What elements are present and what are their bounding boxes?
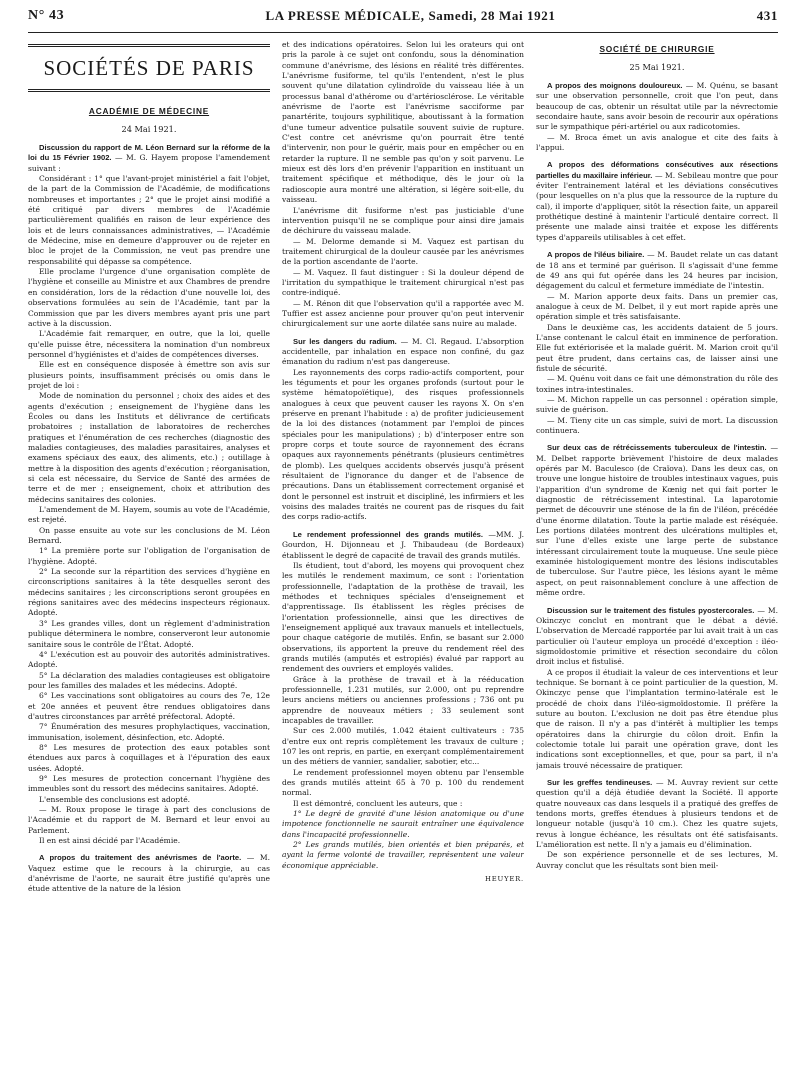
- paragraph: Dans le deuxième cas, les accidents dataient de 5 jours. L'anse contenant le calcul était en imminence de perforation. Elle fut extériorisée et la malade guérit. M. Marion croit qu'il peut être prudent, dans certains cas, de laisser ainsi une fistule de sécurité.: [536, 322, 778, 373]
- paragraph-text: — M. Quénu, se basant sur une observation personnelle, croit que l'on peut, dans beaucoup de cas, obtenir un résultat utile par la névrectomie secondaire haute, sans avoir besoin de recourir aux opérations sur le sympathique péri-artériel ou aux radicotomies.: [536, 81, 778, 132]
- paragraph: L'Académie fait remarquer, en outre, que la loi, quelle qu'elle puisse être, nécessitera la nomination d'un nombreux personnel d'hygiénistes et d'aides de compétences diverses.: [28, 329, 270, 359]
- paragraph: 5° La déclaration des maladies contagieuses est obligatoire pour les familles des malades et les médecins. Adopté.: [28, 670, 270, 690]
- paragraph: — M. Delorme demande si M. Vaquez est partisan du traitement chirurgical de la douleur causée par les anévrismes de la portion ascendante de l'aorte.: [282, 236, 524, 267]
- paragraph: L'ensemble des conclusions est adopté.: [39, 794, 191, 804]
- paragraph: A ce propos il étudiait la valeur de ces interventions et leur technique. Se bornant à ce point particulier de la question, M. Okinczyc pense que l'implantation termino-latérale est le procédé de choix dans l'iléo-sigmoïdostomie. Il préfère la suture au bouton. L'exclusion ne doit pas être étendue plus que de raison. Il n'y a pas d'intérêt à multiplier les temps opératoires dans la chirurgie du côlon droit. Enfin la colectomie totale lui parait une opération grave, dont les indications sont exceptionnelles, et que, pour sa part, il n'a jamais trouvé nécessaire de pratiquer.: [536, 667, 778, 770]
- paragraph: 8° Les mesures de protection des eaux potables sont étendues aux parcs à coquillages et à l'épuration des eaux usées. Adopté.: [28, 742, 270, 773]
- paragraph: Elle proclame l'urgence d'une organisation complète de l'hygiène et conseille au Ministre et aux Chambres de prendre en considération, lors de la rédaction d'une nouvelle loi, des observations formulées au sein de l'Académie, tant par la Commission que par les divers membres ayant pris une part active à la discussion.: [28, 267, 270, 328]
- paragraph: — M. Tieny cite un cas simple, suivi de mort. La discussion continuera.: [536, 415, 778, 435]
- paragraph: Elle est en conséquence disposée à émettre son avis sur plusieurs points, insuffisamment précisés ou omis dans le projet de loi :: [28, 360, 270, 390]
- paragraph-text: — M. Cl. Regaud. L'absorption accidentelle, par inhalation en espace non confiné, du gaz émanation du radium n'est pas dangereuse.: [282, 336, 524, 367]
- paragraph: [536, 443, 778, 598]
- paragraph: Mode de nomination du personnel ; choix des aides et des agents d'exécution ; enseignement de l'hygiène dans les Écoles ou dans les Instituts et délivrance de certificats probatoires ; installation de laboratoires de recherches pratiques et l'énumération de ces recherches (diagnostic des maladies contagieuses, des maladies parasitaires, analyses et examens spéciaux des eaux, des aliments, etc.) ; outillage à mettre à la disposition des agents d'exécution ; réorganisation, si cela est nécessaire, du Service de Santé des armées de terre et de mer ; enseignement, choix et attribution des médecins sanitaires des colonies.: [28, 391, 270, 504]
- paragraph: 3° Les grandes villes, dont un règlement d'administration publique déterminera le nombre, conserveront leur autonomie sanitaire sous le contrôle de l'État. Adopté.: [28, 618, 270, 649]
- paragraph: De son expérience personnelle et de ses lectures, M. Auvray conclut que les résultats sont bien meil-: [536, 850, 778, 870]
- paragraph-heading: A propos de l'iléus biliaire.: [547, 250, 645, 260]
- paragraph: On passe ensuite au vote sur les conclusions de M. Léon Bernard.: [28, 525, 270, 546]
- paragraph: 2° La seconde sur la répartition des services d'hygiène en circonscriptions sanitaires à la tête desquelles seront des médecins sanitaires ; les circonscriptions seront groupées en régions sanitaires avec des médecins inspecteurs régionaux. Adopté.: [28, 567, 270, 618]
- paragraph: 1° Le degré de gravité d'une lésion anatomique ou d'une impotence fonctionnelle ne saurait entraîner une équivalence dans l'incapacité professionnelle.: [282, 809, 524, 839]
- page-header: [28, 0, 778, 33]
- paragraph: — M. Vaquez. Il faut distinguer : Si la douleur dépend de l'irritation du sympathique le traitement chirurgical n'est pas contre-indiqué.: [282, 267, 524, 298]
- paragraph: — M. Marion apporte deux faits. Dans un premier cas, analogue à ceux de M. Delbet, il y eut mort rapide après une opération simple et très satisfaisante.: [536, 291, 778, 322]
- paragraph: [282, 530, 524, 561]
- paragraph: Ils étudient, tout d'abord, les moyens qui provoquent chez les mutilés le rendement maximum, ce sont : l'orientation professionnelle, l'adaptation de la prothèse de travail, les méthodes et techniques spéciales d'enseignement et d'apprentissage. Ils établissent les règles précises de l'orientation professionnelle, ainsi que les directives de l'enseignement appliqué aux travaux manuels et intellectuels, pour chaque catégorie de mutilés. Enfin, se basant sur 2.000 observations, ils apportent la preuve du rendement réel des grands mutilés (amputés et estropiés) évalué par rapport au rendement des ouvriers et employés valides.: [282, 560, 524, 674]
- paragraph-text: — M. Delbet rapporte brièvement l'histoire de deux malades opérés par M. Baculesco (de Craïova). Dans les deux cas, on trouve une longue histoire de troubles intestinaux vagues, puis l'apparition d'un syndrome de Kœnig net qui fait porter le diagnostic de rétrécissement intestinal. La laparotomie permet de découvrir une sténose de la fin de l'iléon, précédée d'une énorme dilatation. Toute la partie malade est réséquée. Les portions dilatées montrent des ulcérations multiples et, sur l'une d'elles existe une large perte de substance intéressant circulairement toute la muqueuse. Une seule pièce examinée histologiquement montre des lésions indiscutables de tuberculose. Sur l'autre pièce, les lésions ayant le même aspect, on peut raisonnablement conclure à une affection de même ordre.: [536, 443, 778, 598]
- paragraph: 6° Les vaccinations sont obligatoires au cours des 7e, 12e et 20e années et peuvent être rendues obligatoires dans d'autres circonstances par arrêté préfectoral. Adopté.: [28, 691, 270, 721]
- paragraph: [536, 606, 778, 668]
- journal-title: LA PRESSE MÉDICALE, Samedi, 28 Mai 1921: [265, 8, 556, 23]
- section-banner: SOCIÉTÉS DE PARIS: [28, 44, 270, 92]
- paragraph: [536, 81, 778, 133]
- paragraph: [536, 778, 778, 850]
- paragraph: et des indications opératoires. Selon lui les orateurs qui ont pris la parole à ce sujet ont confondu, sous la dénomination commune d'anévrisme, des lésions en réalité très différentes. L'anévrisme fusiforme, tel qu'ils l'entendent, n'est le plus souvent qu'une dilatation cylindroïde du vaisseau liée à un processus banal d'athérome ou d'artériosclérose. Le véritable anévrisme de l'aorte est l'anévrisme sacciforme par panartérite, toujours syphilitique, aboutissant à la formation d'une tumeur adventice pulsatile souvent suivie de rupture. C'est contre cet anévrisme qu'on pourrait être tenté d'intervenir, non pour le guérir, mais pour en empêcher ou en retarder la rupture. Il ne semble pas qu'on y soit parvenu. Le mieux est dès lors d'en prévenir l'apparition en instituant un traitement spécifique et méthodique, dès le jour où la radioscopie aura montré une altération, si légère soit-elle, du vaisseau.: [282, 40, 524, 205]
- paragraph-text: — M. Okinczyc conclut en montrant que le débat a dévié. L'observation de Mercadé rapportée par lui avait trait à un cas particulier où l'auteur employa un procédé d'exception : iléo-sigmoïdostomie primitive et résection secondaire du côlon droit inclus et fistulisé.: [536, 605, 778, 667]
- paragraph-text: — M. Sebileau montre que pour éviter l'entrainement latéral et les déviations consécutives (pour lesquelles on n'a plus que la ressource de la rupture du cal), il importe d'appliquer, sitôt la résection faite, un appareil prothétique destiné à maintenir l'articulé dentaire correct. Il présente une malade ainsi traitée et expose les différents types d'appareils utilisables à cet effet.: [536, 170, 778, 242]
- paragraph-heading: Sur les greffes tendineuses.: [547, 778, 653, 787]
- article-columns: [28, 40, 778, 1072]
- section-heading: SOCIÉTÉ DE CHIRURGIE: [599, 44, 715, 54]
- paragraph: 7° Énumération des mesures prophylactiques, vaccination, immunisation, isolement, désinfection, etc. Adopté.: [28, 722, 270, 742]
- paragraph-heading: A propos des moignons douloureux.: [547, 81, 683, 90]
- paragraph: Considérant : 1° que l'avant-projet ministériel a fait l'objet, de la part de la Commission de l'Académie, de modifications nombreuses et importantes ; 2° que le projet ainsi modifié a été critiqué par divers membres de l'Académie particulièrement qualifiés en raison de leur expérience des lois et de leurs connaissances administratives, — l'Académie de Médecine, mise en demeure d'approuver ou de rejeter en bloc le projet de la Commission, ne veut pas prendre une responsabilité qui dépasse sa compétence.: [28, 174, 270, 266]
- paragraph: Grâce à la prothèse de travail et à la rééducation professionnelle, 1.231 mutilés, sur 2.000, ont pu reprendre leurs anciens métiers ou anciennes professions ; 736 ont pu apprendre de nouveaux métiers ; 33 seulement sont incapables de travailler.: [282, 674, 524, 725]
- paragraph-text: — M. Auvray revient sur cette question qu'il a déjà étudiée devant la Société. Il apporte quatre nouveaux cas dans lesquels il a pratiqué des greffes de tendons morts, greffes étendues à plusieurs tendons et de longueur notable (jusqu'à 10 cm.). Chez les quatre sujets, revus à longue échéance, les résultats ont été satisfaisants. L'amélioration est nette. Il n'y a jamais eu d'élimination.: [536, 778, 778, 850]
- paragraph-heading: A propos des déformations consécutives aux résections partielles du maxillaire inférieur.: [536, 160, 778, 180]
- paragraph: L'amendement de M. Hayem, soumis au vote de l'Académie, est rejeté.: [28, 505, 270, 525]
- paragraph: [536, 160, 778, 243]
- paragraph: L'anévrisme dit fusiforme n'est pas justiciable d'une intervention puisqu'il ne se complique pour ainsi dire jamais de déchirure du vaisseau malade.: [282, 205, 524, 236]
- paragraph: Il en est ainsi décidé par l'Académie.: [39, 836, 181, 846]
- paragraph: — M. Roux propose le tirage à part des conclusions de l'Académie et du rapport de M. Bernard et leur envoi au Parlement.: [28, 805, 270, 835]
- paragraph: Les rayonnements des corps radio-actifs comportent, pour les téguments et pour les organes profonds (surtout pour le système hématopoïétique), des risques professionnels analogues à ceux que peuvent causer les rayons X. On s'en préserve en prenant l'habitude : a) de profiter judicieusement de la loi des distances (notamment par l'emploi de pinces spéciales pour les manipulations) ; b) d'interposer entre son propre corps et toute source de rayonnement des écrans opaques aux rayonnements pénétrants (plusieurs centimètres de plomb). Les quelques accidents observés jusqu'à présent résultaient de l'ignorance du danger et de l'absence de précautions. Dans un établissement correctement organisé et dont le personnel est instruit et discipliné, les infirmiers et les voisins des malades traités ne courent pas de risques du fait des corps radio-actifs.: [282, 367, 524, 522]
- column-middle: [282, 40, 524, 1072]
- session-date: 25 Mai 1921.: [629, 62, 685, 72]
- paragraph-heading: Discussion sur le traitement des fistules pyostercorales.: [547, 605, 755, 615]
- paragraph: 2° Les grands mutilés, bien orientés et bien préparés, et ayant la ferme volonté de travailler, représentent une valeur économique appréciable.: [282, 840, 524, 870]
- paragraph: — M. Quénu voit dans ce fait une démonstration du rôle des toxines intra-intestinales.: [536, 374, 778, 394]
- paragraph: [28, 143, 270, 174]
- issue-number: N° 43: [28, 8, 65, 23]
- paragraph-text: —MM. J. Gourdon, H. Dijonneau et J. Thibaudeau (de Bordeaux) établissent le degré de capacité de travail des grands mutilés.: [282, 529, 524, 560]
- paragraph: Sur ces 2.000 mutilés, 1.042 étaient cultivateurs : 735 d'entre eux ont repris complètement les travaux de culture ; 107 les ont repris, en partie, en exerçant complémentairement un des métiers de vannier, sandalier, sabotier, etc...: [282, 726, 524, 767]
- paragraph: [28, 853, 270, 894]
- paragraph: Le rendement professionnel moyen obtenu par l'ensemble des grands mutilés atteint 65 à 70 p. 100 du rendement normal.: [282, 767, 524, 798]
- column-left: [28, 40, 270, 1072]
- paragraph: Il est démontré, concluent les auteurs, que :: [293, 798, 463, 808]
- paragraph: 4° L'exécution est au pouvoir des autorités administratives. Adopté.: [28, 649, 270, 670]
- paragraph-heading: Le rendement professionnel des grands mutilés.: [293, 529, 483, 539]
- author-signature: HEUYER.: [485, 875, 524, 884]
- paragraph: — M. Broca émet un avis analogue et cite des faits à l'appui.: [536, 132, 778, 153]
- paragraph-heading: Discussion du rapport de M. Léon Bernard sur la réforme de la loi du 15 Février 1902.: [28, 143, 270, 163]
- page-number: 431: [756, 8, 778, 23]
- paragraph-text: — M. Baudet relate un cas datant de 18 ans et terminé par guérison. Il s'agissait d'une femme de 49 ans qui fut opérée dans les 24 heures par incision, dégagement du calcul et fermeture immédiate de l'intestin.: [536, 250, 778, 291]
- paragraph: — M. Rénon dit que l'observation qu'il a rapportée avec M. Tuffier est assez ancienne pour prouver qu'on peut intervenir chirurgicalement sur une aorte dilatée sans nuire au malade.: [282, 298, 524, 329]
- paragraph: [282, 337, 524, 368]
- paragraph-heading: Sur deux cas de rétrécissements tuberculeux de l'intestin.: [547, 443, 767, 453]
- paragraph-text: — M. G. Hayem propose l'amendement suivant :: [28, 153, 270, 173]
- paragraph: [536, 250, 778, 291]
- paragraph-heading: A propos du traitement des anévrismes de l'aorte.: [39, 853, 242, 863]
- column-right: [536, 40, 778, 1072]
- paragraph-text: — M. Vaquez estime que le recours à la chirurgie, au cas d'anévrisme de l'aorte, ne saurait être justifié qu'après une étude attentive de la nature de la lésion: [28, 853, 270, 894]
- section-heading: ACADÉMIE DE MÉDECINE: [88, 106, 210, 116]
- paragraph: 9° Les mesures de protection concernant l'hygiène des immeubles sont du ressort des médecins sanitaires. Adopté.: [28, 773, 270, 794]
- paragraph-heading: Sur les dangers du radium.: [293, 336, 397, 346]
- session-date: 24 Mai 1921.: [121, 124, 177, 134]
- paragraph: 1° La première porte sur l'obligation de l'organisation de l'hygiène. Adopté.: [28, 546, 270, 566]
- paragraph: — M. Michon rappelle un cas personnel : opération simple, suivie de guérison.: [536, 394, 778, 415]
